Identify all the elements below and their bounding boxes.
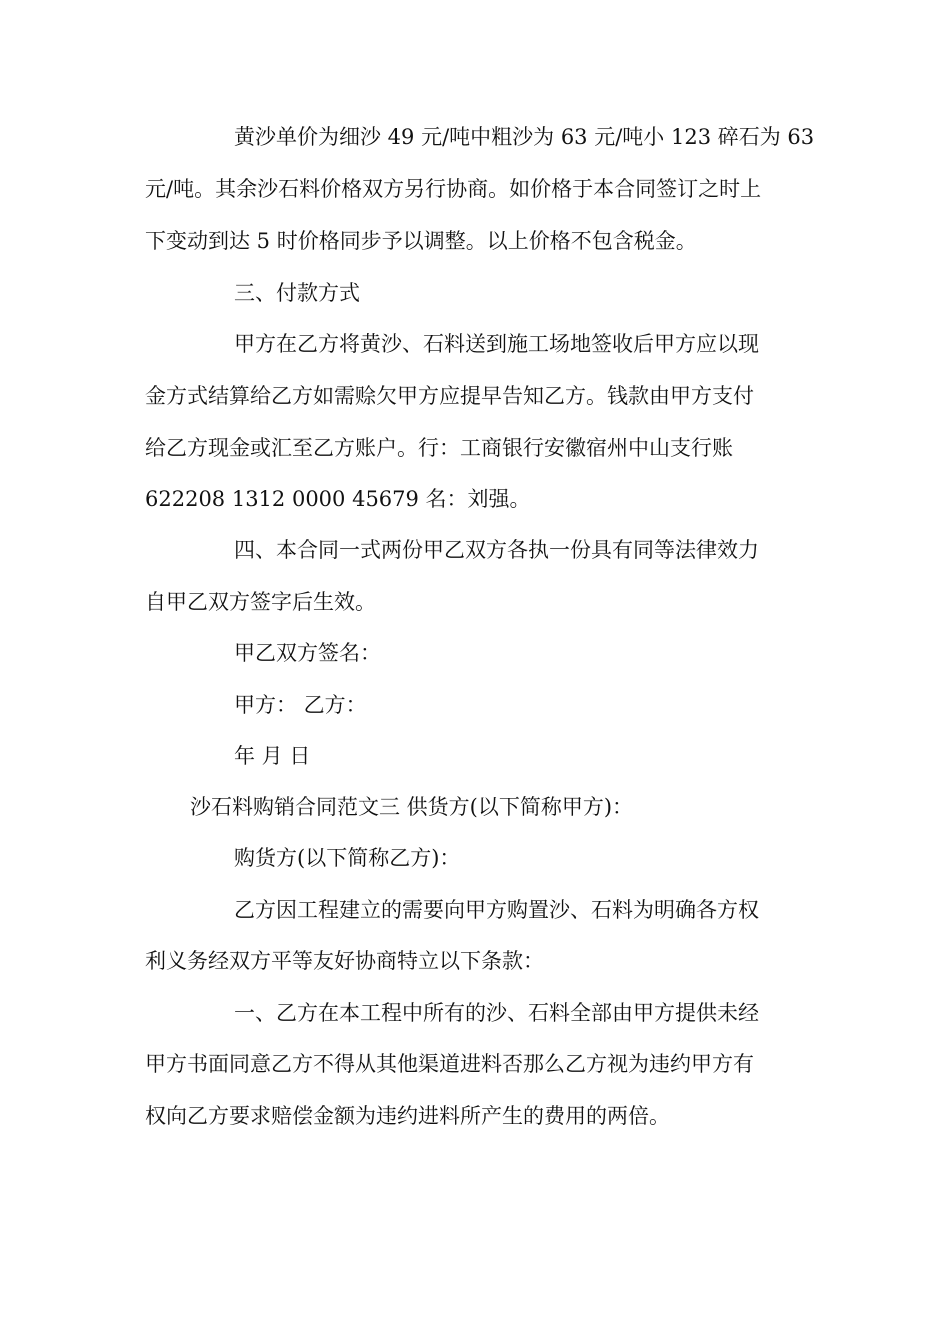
paragraph-line: 金方式结算给乙方如需赊欠甲方应提早告知乙方。钱款由甲方支付 [145, 384, 754, 408]
account-line: 622208 1312 0000 45679 名：刘强。 [145, 487, 531, 511]
contract-title-line: 沙石料购销合同范文三 供货方(以下简称甲方)： [190, 795, 634, 819]
paragraph-line: 元/吨。其余沙石料价格双方另行协商。如价格于本合同签订之时上 [145, 177, 762, 201]
paragraph-line: 乙方因工程建立的需要向甲方购置沙、石料为明确各方权 [234, 898, 759, 922]
paragraph-line: 甲方书面同意乙方不得从其他渠道进料否那么乙方视为违约甲方有 [145, 1052, 754, 1076]
paragraph-line: 黄沙单价为细沙 49 元/吨中粗沙为 63 元/吨小 123 碎石为 63 [234, 125, 815, 149]
date-line: 年 月 日 [234, 744, 311, 768]
paragraph-line: 一、乙方在本工程中所有的沙、石料全部由甲方提供未经 [234, 1001, 759, 1025]
paragraph-line: 四、本合同一式两份甲乙双方各执一份具有同等法律效力 [234, 538, 759, 562]
paragraph-line: 利义务经双方平等友好协商特立以下条款： [145, 949, 544, 973]
section-heading: 三、付款方式 [234, 281, 360, 305]
signature-parties: 甲方： 乙方： [234, 693, 367, 717]
paragraph-line: 甲方在乙方将黄沙、石料送到施工场地签收后甲方应以现 [234, 332, 759, 356]
paragraph-line: 权向乙方要求赔偿金额为违约进料所产生的费用的两倍。 [145, 1104, 670, 1128]
paragraph-line: 给乙方现金或汇至乙方账户。行：工商银行安徽宿州中山支行账 [145, 436, 733, 460]
signature-heading: 甲乙双方签名： [234, 641, 381, 665]
buyer-line: 购货方(以下简称乙方)： [234, 846, 461, 870]
paragraph-line: 下变动到达 5 时价格同步予以调整。以上价格不包含税金。 [145, 229, 697, 253]
paragraph-line: 自甲乙双方签字后生效。 [145, 590, 376, 614]
